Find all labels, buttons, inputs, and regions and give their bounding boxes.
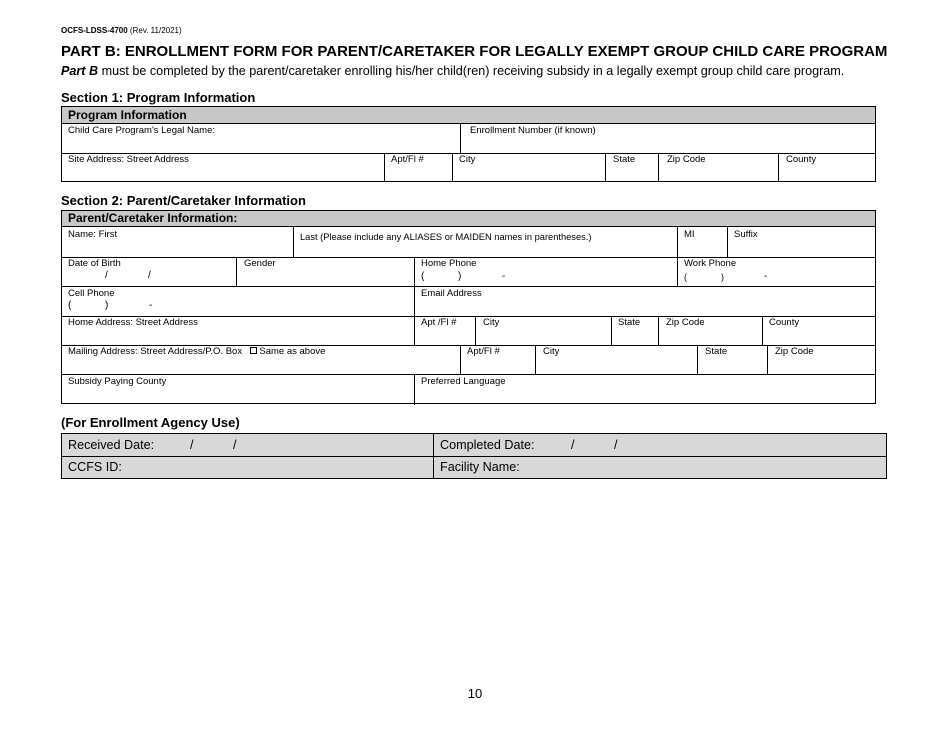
cell-phone-field[interactable]: Cell Phone	[68, 288, 115, 299]
completed-date-field[interactable]: Completed Date:	[440, 438, 535, 452]
home-city-field[interactable]: City	[483, 317, 500, 328]
received-date-field[interactable]: Received Date:	[68, 438, 155, 452]
subsidy-county-field[interactable]: Subsidy Paying County	[68, 376, 167, 387]
site-zip-field[interactable]: Zip Code	[667, 154, 706, 165]
legal-name-field[interactable]: Child Care Program's Legal Name:	[68, 125, 216, 136]
form-code: OCFS-LDSS-4700 (Rev. 11/2021)	[61, 26, 182, 35]
page-number: 10	[467, 686, 483, 701]
home-apt-field[interactable]: Apt /Fl #	[421, 317, 457, 328]
work-phone-field[interactable]: Work Phone	[684, 258, 737, 269]
program-info-header: Program Information	[62, 107, 875, 124]
site-apt-field[interactable]: Apt/Fl #	[391, 154, 424, 165]
gender-field[interactable]: Gender	[244, 258, 276, 269]
home-phone-field[interactable]: Home Phone	[421, 258, 477, 269]
completed-date-sep-1: /	[571, 438, 575, 452]
mi-field[interactable]: MI	[684, 229, 695, 240]
section2-heading: Section 2: Parent/Caretaker Information	[61, 193, 306, 208]
received-date-sep-1: /	[190, 438, 194, 452]
mail-state-field[interactable]: State	[705, 346, 728, 357]
site-state-field[interactable]: State	[613, 154, 636, 165]
mailing-address-label: Mailing Address: Street Address/P.O. Box	[68, 346, 243, 357]
page-title: PART B: ENROLLMENT FORM FOR PARENT/CARETAKER FOR LEGALLY EXEMPT GROUP CHILD CARE PROGRAM	[61, 43, 888, 60]
received-date-sep-2: /	[233, 438, 237, 452]
email-field[interactable]: Email Address	[421, 288, 482, 299]
completed-date-sep-2: /	[614, 438, 618, 452]
suffix-field[interactable]: Suffix	[734, 229, 758, 240]
site-address-field[interactable]: Site Address: Street Address	[68, 154, 189, 165]
cell-phone-paren-open: (	[68, 300, 72, 311]
same-as-above-checkbox[interactable]	[250, 347, 257, 354]
facility-name-field[interactable]: Facility Name:	[440, 460, 520, 474]
parent-info-header: Parent/Caretaker Information:	[62, 211, 875, 227]
work-phone-paren-open: (	[684, 272, 687, 282]
agency-heading: (For Enrollment Agency Use)	[61, 415, 240, 430]
home-phone-paren-close: )	[458, 271, 462, 282]
site-county-field[interactable]: County	[786, 154, 817, 165]
first-name-field[interactable]: Name: First	[68, 229, 118, 240]
last-name-field[interactable]: Last (Please include any ALIASES or MAIDEN names in parentheses.)	[300, 232, 592, 242]
ccfs-id-field[interactable]: CCFS ID:	[68, 460, 122, 474]
dob-field[interactable]: Date of Birth	[68, 258, 121, 269]
mail-zip-field[interactable]: Zip Code	[775, 346, 814, 357]
work-phone-dash: -	[764, 271, 768, 282]
home-state-field[interactable]: State	[618, 317, 641, 328]
home-address-field[interactable]: Home Address: Street Address	[68, 317, 198, 328]
mailing-address-field[interactable]	[68, 346, 325, 357]
intro-text: Part B must be completed by the parent/caretaker enrolling his/her child(ren) receiving subsidy in a legally exempt group child care program.	[61, 64, 845, 78]
section1-heading: Section 1: Program Information	[61, 90, 256, 105]
cell-phone-dash: -	[149, 300, 153, 311]
mail-apt-field[interactable]: Apt/Fl #	[467, 346, 500, 357]
home-phone-dash: -	[502, 271, 506, 282]
dob-sep-2: /	[148, 270, 151, 281]
same-as-above-label: Same as above	[259, 346, 326, 357]
home-county-field[interactable]: County	[769, 317, 800, 328]
cell-phone-paren-close: )	[105, 300, 109, 311]
mail-city-field[interactable]: City	[543, 346, 560, 357]
site-city-field[interactable]: City	[459, 154, 476, 165]
work-phone-paren-close: )	[721, 272, 724, 282]
program-info-box	[61, 106, 876, 182]
parent-info-box	[61, 210, 876, 404]
home-zip-field[interactable]: Zip Code	[666, 317, 705, 328]
preferred-language-field[interactable]: Preferred Language	[421, 376, 506, 387]
agency-use-box	[61, 433, 887, 479]
enrollment-number-field[interactable]: Enrollment Number (if known)	[470, 125, 596, 136]
home-phone-paren-open: (	[421, 271, 425, 282]
dob-sep-1: /	[105, 270, 108, 281]
